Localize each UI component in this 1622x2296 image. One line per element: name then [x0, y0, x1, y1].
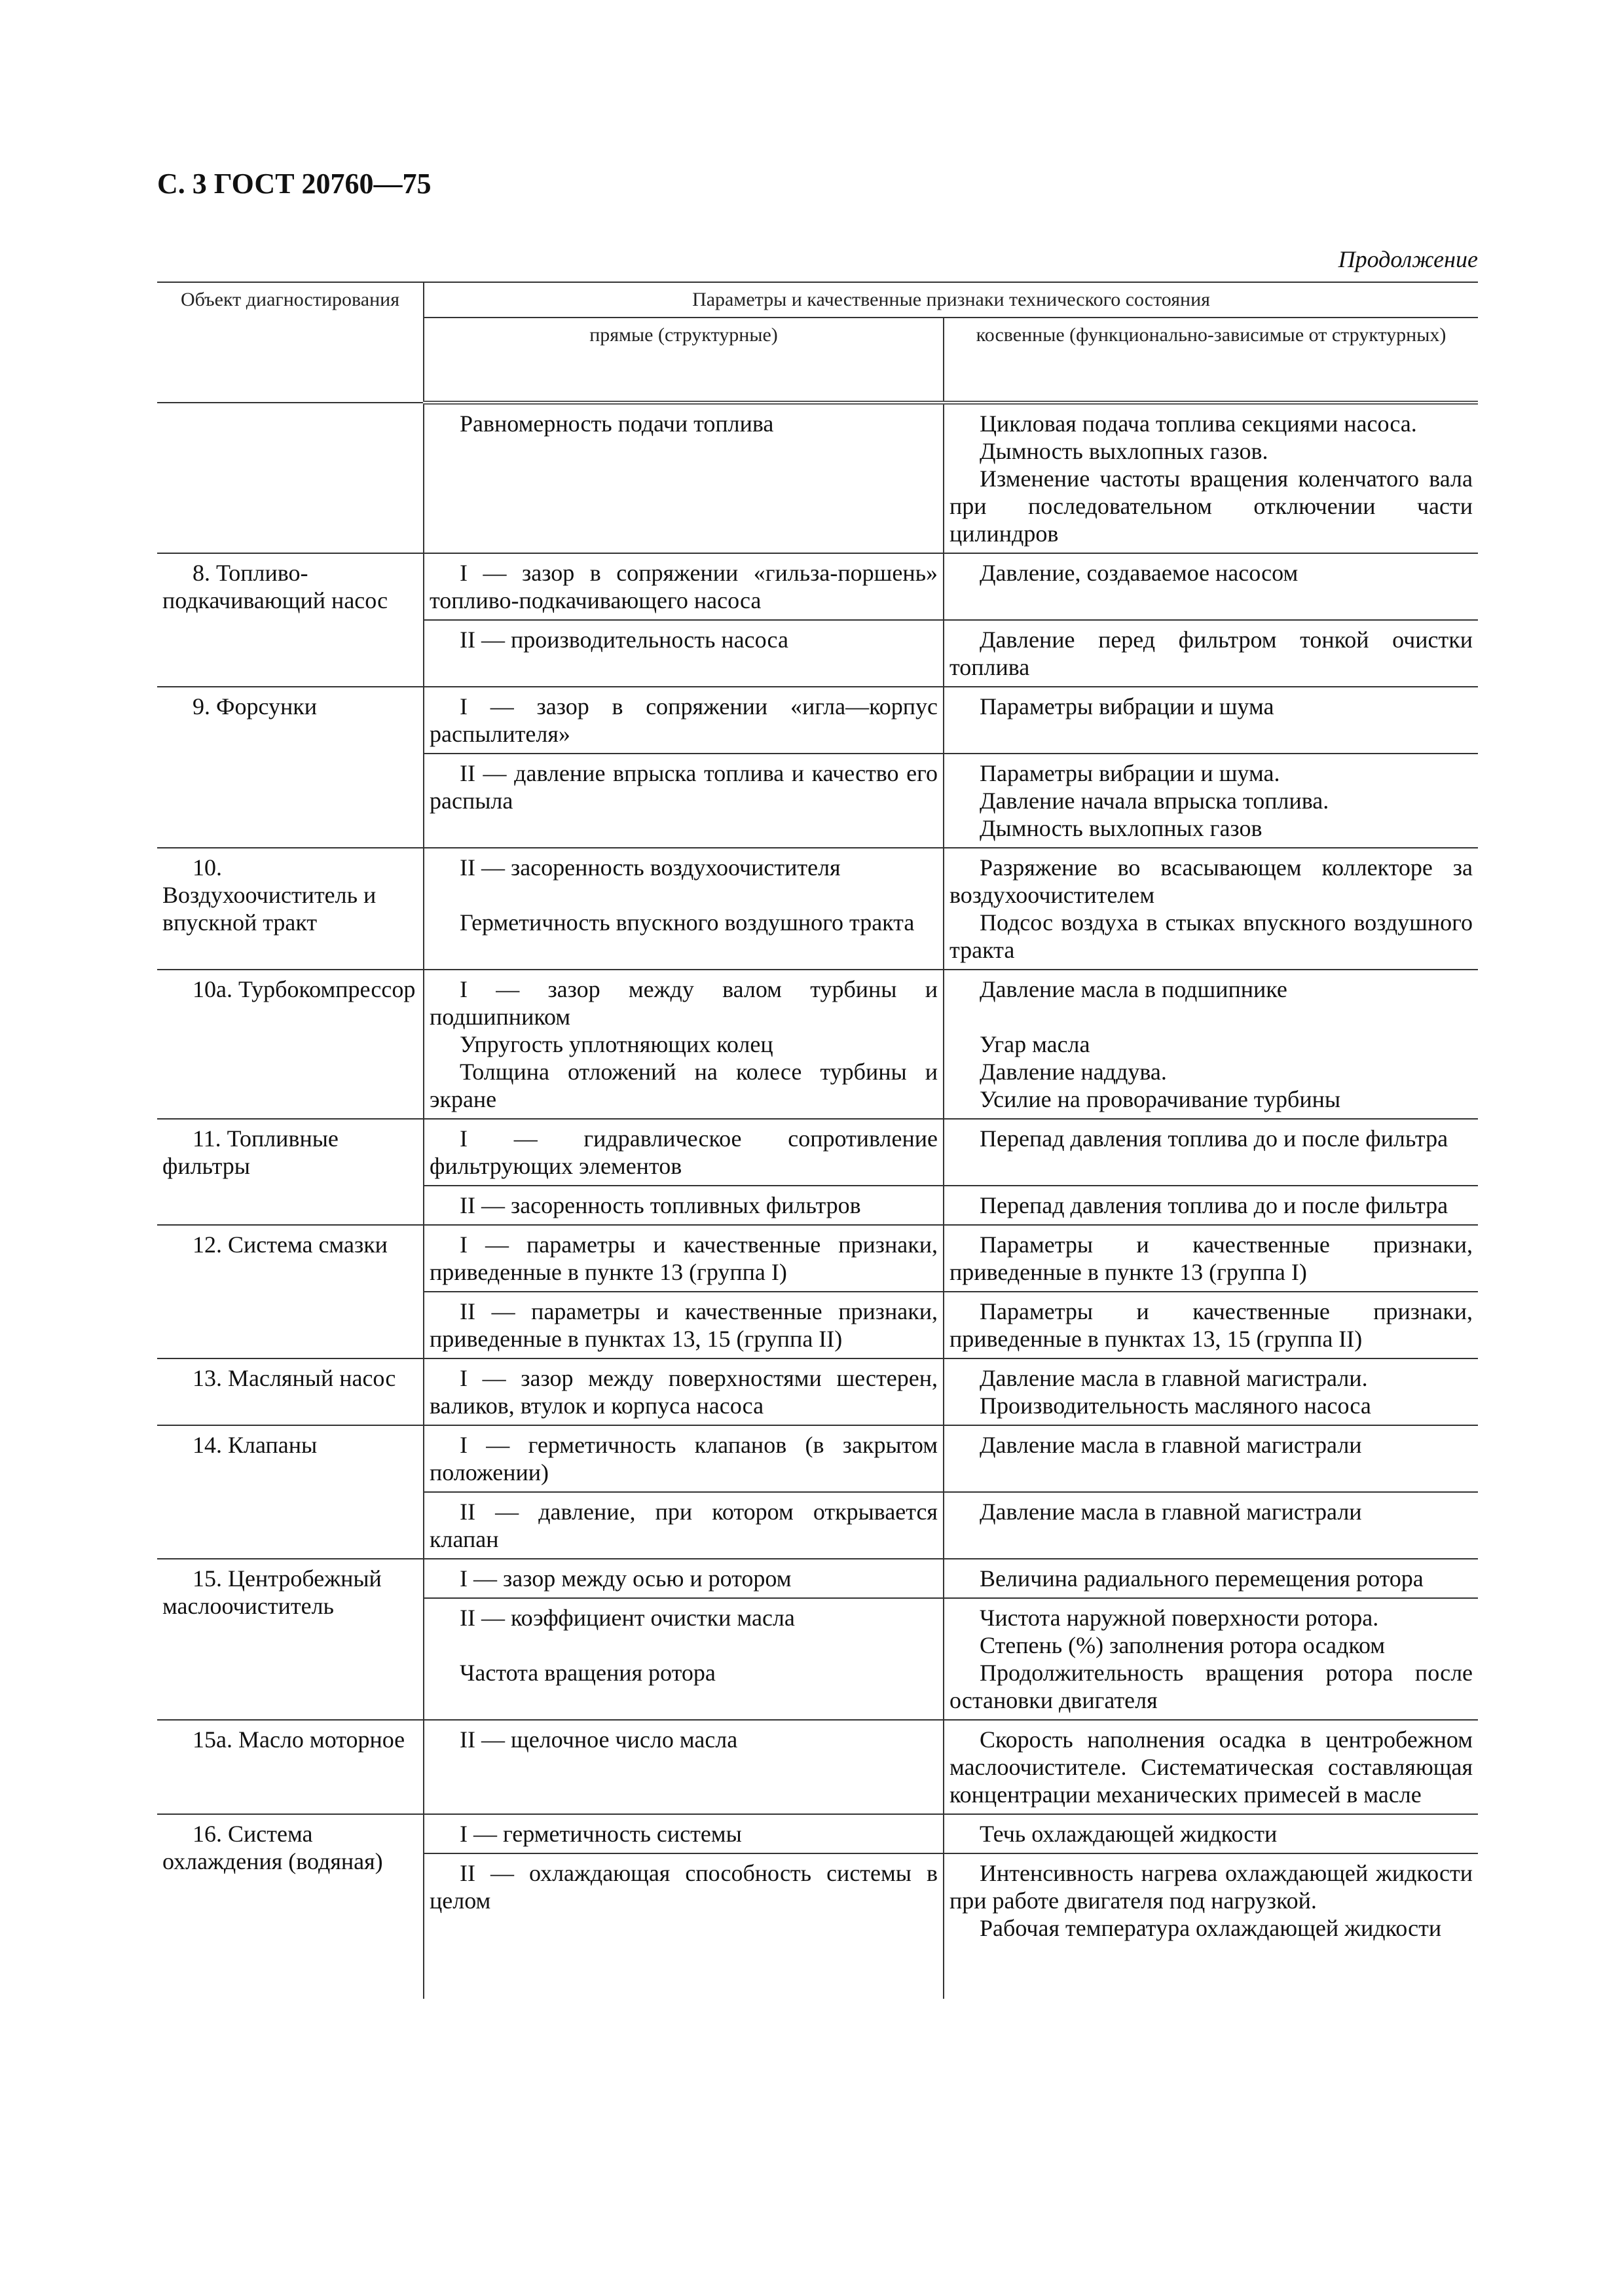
cell-object: 11. Топливные фильтры — [157, 1119, 424, 1225]
cell-indirect: Параметры и качественные признаки, приведенные в пункте 13 (группа I) — [944, 1225, 1478, 1292]
cell-indirect: Параметры и качественные признаки, приведенные в пунктах 13, 15 (группа II) — [944, 1292, 1478, 1358]
cell-direct: II — коэффициент очистки масла Частота вращения ротора — [424, 1598, 944, 1720]
cell-direct: II — щелочное число масла — [424, 1720, 944, 1814]
cell-indirect: Давление, создаваемое насосом — [944, 553, 1478, 620]
header-params: Параметры и качественные признаки технического состояния — [424, 282, 1478, 318]
table-row — [157, 1720, 1478, 1814]
cell-indirect: Перепад давления топлива до и после фильтра — [944, 1186, 1478, 1225]
cell-direct: II — давление, при котором открывается клапан — [424, 1492, 944, 1559]
cell-object: 8. Топливо-подкачивающий насос — [157, 553, 424, 687]
cell-object — [157, 403, 424, 553]
cell-indirect: Давление масла в главной магистрали — [944, 1492, 1478, 1559]
cell-direct: I — герметичность системы — [424, 1814, 944, 1853]
cell-direct: I — зазор между поверхностями шестерен, валиков, втулок и корпуса насоса — [424, 1358, 944, 1425]
cell-indirect: Давление перед фильтром тонкой очистки топлива — [944, 620, 1478, 687]
cell-direct: I — герметичность клапанов (в закрытом положении) — [424, 1425, 944, 1492]
table-row — [157, 1358, 1478, 1425]
cell-indirect: Скорость наполнения осадка в центробежном маслоочистителе. Систематическая составляющая концентрации механических примесей в масле — [944, 1720, 1478, 1814]
table-row — [157, 553, 1478, 620]
table-row — [157, 403, 1478, 553]
cell-indirect: Цикловая подача топлива секциями насоса. Дымность выхлопных газов. Изменение частоты вращения коленчатого вала при последовательном отключении части цилиндров — [944, 403, 1478, 553]
continuation-label: Продолжение — [1338, 246, 1478, 272]
header-object: Объект диагностирования — [157, 282, 424, 403]
table-row — [157, 848, 1478, 970]
cell-indirect: Параметры вибрации и шума. Давление начала впрыска топлива. Дымность выхлопных газов — [944, 754, 1478, 848]
cell-indirect: Перепад давления топлива до и после фильтра — [944, 1119, 1478, 1186]
cell-direct: II — параметры и качественные признаки, приведенные в пунктах 13, 15 (группа II) — [424, 1292, 944, 1358]
cell-direct: II — засоренность топливных фильтров — [424, 1186, 944, 1225]
cell-object: 12. Система смазки — [157, 1225, 424, 1358]
cell-indirect: Давление масла в подшипнике Угар масла Давление наддува. Усилие на проворачивание турбины — [944, 970, 1478, 1119]
cell-direct: II — охлаждающая способность системы в целом — [424, 1853, 944, 1999]
cell-indirect: Течь охлаждающей жидкости — [944, 1814, 1478, 1853]
cell-object: 13. Масляный насос — [157, 1358, 424, 1425]
cell-direct: I — зазор между осью и ротором — [424, 1559, 944, 1598]
table-row — [157, 1559, 1478, 1598]
page-title: С. 3 ГОСТ 20760—75 — [157, 168, 432, 200]
table-row — [157, 970, 1478, 1119]
table-header-row — [157, 282, 1478, 318]
cell-direct: Равномерность подачи топлива — [424, 403, 944, 553]
cell-indirect: Интенсивность нагрева охлаждающей жидкости при работе двигателя под нагрузкой. Рабочая температура охлаждающей жидкости — [944, 1853, 1478, 1999]
cell-indirect: Величина радиального перемещения ротора — [944, 1559, 1478, 1598]
cell-object: 10а. Турбокомпрессор — [157, 970, 424, 1119]
cell-object: 9. Форсунки — [157, 687, 424, 848]
cell-indirect: Давление масла в главной магистрали. Производительность масляного насоса — [944, 1358, 1478, 1425]
cell-direct: I — зазор между валом турбины и подшипником Упругость уплотняющих колец Толщина отложений на колесе турбины и экране — [424, 970, 944, 1119]
diagnostics-table — [157, 282, 1478, 1999]
cell-object: 10. Воздухоочиститель и впускной тракт — [157, 848, 424, 970]
cell-object: 14. Клапаны — [157, 1425, 424, 1559]
table-row — [157, 1225, 1478, 1292]
table-row — [157, 1119, 1478, 1186]
cell-direct: II — засоренность воздухоочистителя Герметичность впускного воздушного тракта — [424, 848, 944, 970]
header-direct: прямые (структурные) — [424, 318, 944, 403]
cell-object: 15. Центробежный маслоочиститель — [157, 1559, 424, 1720]
cell-direct: II — производительность насоса — [424, 620, 944, 687]
table-row — [157, 1425, 1478, 1492]
cell-indirect: Чистота наружной поверхности ротора. Степень (%) заполнения ротора осадком Продолжительность вращения ротора после остановки двигателя — [944, 1598, 1478, 1720]
cell-object: 15а. Масло моторное — [157, 1720, 424, 1814]
cell-indirect: Давление масла в главной магистрали — [944, 1425, 1478, 1492]
cell-direct: I — гидравлическое сопротивление фильтрующих элементов — [424, 1119, 944, 1186]
cell-indirect: Разряжение во всасывающем коллекторе за воздухоочистителем Подсос воздуха в стыках впускного воздушного тракта — [944, 848, 1478, 970]
header-indirect: косвенные (функционально-зависимые от структурных) — [944, 318, 1478, 403]
cell-object: 16. Система охлаждения (водяная) — [157, 1814, 424, 1999]
cell-direct: I — параметры и качественные признаки, приведенные в пункте 13 (группа I) — [424, 1225, 944, 1292]
cell-indirect: Параметры вибрации и шума — [944, 687, 1478, 754]
table-row — [157, 687, 1478, 754]
cell-direct: I — зазор в сопряжении «игла—корпус распылителя» — [424, 687, 944, 754]
cell-direct: II — давление впрыска топлива и качество его распыла — [424, 754, 944, 848]
cell-direct: I — зазор в сопряжении «гильза-поршень» топливо-подкачивающего насоса — [424, 553, 944, 620]
table-row — [157, 1814, 1478, 1853]
